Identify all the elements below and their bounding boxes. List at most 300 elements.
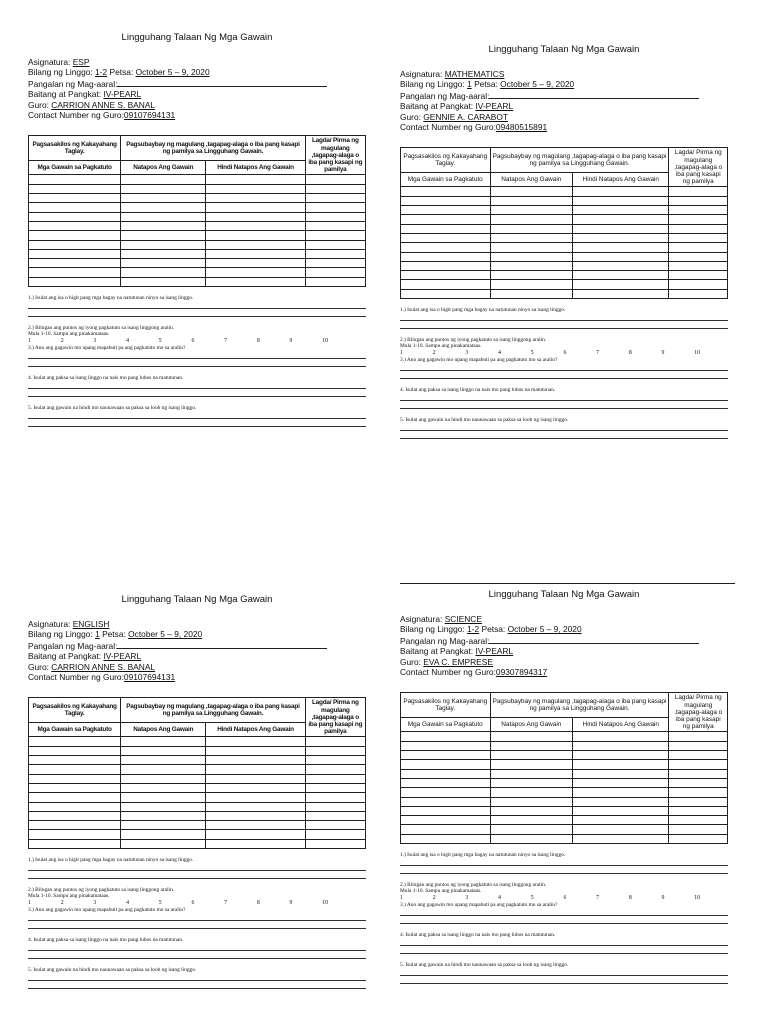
- table-cell[interactable]: [206, 793, 305, 802]
- table-cell[interactable]: [305, 830, 365, 839]
- table-cell[interactable]: [29, 821, 121, 830]
- section-value[interactable]: IV-PEARL: [103, 89, 142, 100]
- rating-option[interactable]: 10: [322, 900, 328, 907]
- subject-value[interactable]: MATHEMATICS: [444, 69, 505, 79]
- section-value[interactable]: IV-PEARL: [103, 651, 142, 662]
- table-cell[interactable]: [669, 215, 728, 224]
- rating-option[interactable]: 7: [224, 900, 228, 907]
- table-cell[interactable]: [490, 280, 573, 289]
- table-cell[interactable]: [29, 240, 121, 249]
- answer-line[interactable]: [28, 412, 366, 419]
- table-cell[interactable]: [573, 261, 669, 270]
- answer-line[interactable]: [28, 360, 366, 367]
- table-cell[interactable]: [573, 806, 669, 815]
- table-cell[interactable]: [29, 212, 121, 221]
- answer-line[interactable]: [400, 402, 728, 409]
- table-cell[interactable]: [305, 774, 365, 783]
- week-value[interactable]: 1: [467, 79, 472, 90]
- table-cell[interactable]: [29, 746, 121, 755]
- rating-option[interactable]: 6: [563, 895, 567, 902]
- answer-line[interactable]: [400, 372, 728, 379]
- table-cell[interactable]: [490, 233, 573, 242]
- answer-line[interactable]: [400, 867, 728, 874]
- rating-option[interactable]: 9: [289, 338, 293, 345]
- table-cell[interactable]: [573, 206, 669, 215]
- table-cell[interactable]: [401, 224, 491, 233]
- week-value[interactable]: 1-2: [95, 67, 108, 78]
- answer-line[interactable]: [400, 364, 728, 371]
- answer-line[interactable]: [28, 982, 366, 989]
- table-cell[interactable]: [121, 277, 206, 286]
- rating-option[interactable]: 5: [158, 900, 162, 907]
- teacher-value[interactable]: EVA C. EMPRESE: [423, 656, 493, 667]
- table-cell[interactable]: [29, 765, 121, 774]
- table-cell[interactable]: [206, 175, 305, 184]
- rating-option[interactable]: 10: [694, 350, 700, 357]
- table-cell[interactable]: [206, 240, 305, 249]
- table-cell[interactable]: [490, 271, 573, 280]
- answer-line[interactable]: [28, 944, 366, 951]
- table-cell[interactable]: [29, 277, 121, 286]
- table-cell[interactable]: [490, 289, 573, 298]
- table-cell[interactable]: [401, 788, 491, 797]
- answer-line[interactable]: [28, 302, 366, 309]
- table-cell[interactable]: [401, 741, 491, 750]
- answer-line[interactable]: [400, 859, 728, 866]
- rating-option[interactable]: 1: [28, 338, 31, 345]
- table-cell[interactable]: [573, 233, 669, 242]
- table-cell[interactable]: [490, 751, 573, 760]
- table-cell[interactable]: [669, 806, 728, 815]
- table-cell[interactable]: [573, 271, 669, 280]
- table-cell[interactable]: [669, 741, 728, 750]
- table-cell[interactable]: [490, 224, 573, 233]
- table-cell[interactable]: [669, 760, 728, 769]
- table-cell[interactable]: [669, 834, 728, 843]
- table-cell[interactable]: [305, 249, 365, 258]
- table-cell[interactable]: [490, 816, 573, 825]
- table-cell[interactable]: [401, 825, 491, 834]
- table-cell[interactable]: [206, 212, 305, 221]
- table-row: [29, 259, 366, 268]
- table-cell[interactable]: [29, 737, 121, 746]
- table-cell[interactable]: [490, 769, 573, 778]
- table-cell[interactable]: [490, 778, 573, 787]
- table-cell[interactable]: [490, 825, 573, 834]
- table-cell[interactable]: [669, 224, 728, 233]
- table-cell[interactable]: [29, 231, 121, 240]
- student-name-field[interactable]: [489, 90, 699, 99]
- rating-option[interactable]: 3: [93, 338, 97, 345]
- date-value[interactable]: October 5 – 9, 2020: [135, 67, 210, 78]
- table-cell[interactable]: [669, 797, 728, 806]
- table-cell[interactable]: [121, 212, 206, 221]
- table-row: [401, 206, 728, 215]
- rating-option[interactable]: 4: [498, 350, 501, 357]
- rating-option[interactable]: 9: [661, 895, 665, 902]
- table-cell[interactable]: [206, 746, 305, 755]
- table-row: [401, 816, 728, 825]
- table-cell[interactable]: [305, 240, 365, 249]
- table-cell[interactable]: [121, 249, 206, 258]
- rating-option[interactable]: 1: [400, 895, 403, 902]
- answer-line[interactable]: [28, 872, 366, 879]
- section-value[interactable]: IV-PEARL: [475, 646, 514, 657]
- table-cell[interactable]: [669, 788, 728, 797]
- answer-line[interactable]: [400, 909, 728, 916]
- table-cell[interactable]: [490, 760, 573, 769]
- table-cell[interactable]: [401, 797, 491, 806]
- table-cell[interactable]: [490, 196, 573, 205]
- rating-option[interactable]: 8: [628, 350, 632, 357]
- table-cell[interactable]: [206, 231, 305, 240]
- date-value[interactable]: October 5 – 9, 2020: [507, 624, 582, 635]
- table-cell[interactable]: [206, 737, 305, 746]
- table-cell[interactable]: [573, 732, 669, 741]
- week-value[interactable]: 1: [95, 629, 100, 640]
- table-cell[interactable]: [573, 187, 669, 196]
- rating-option[interactable]: 1: [400, 350, 403, 357]
- table-cell[interactable]: [669, 751, 728, 760]
- rating-option[interactable]: 8: [628, 895, 632, 902]
- rating-option[interactable]: 10: [694, 895, 700, 902]
- table-cell[interactable]: [669, 196, 728, 205]
- rating-option[interactable]: 3: [93, 900, 97, 907]
- table-cell[interactable]: [206, 184, 305, 193]
- table-cell[interactable]: [401, 816, 491, 825]
- table-cell[interactable]: [490, 243, 573, 252]
- table-cell[interactable]: [573, 816, 669, 825]
- table-cell[interactable]: [121, 259, 206, 268]
- answer-line[interactable]: [28, 390, 366, 397]
- rating-option[interactable]: 3: [465, 895, 469, 902]
- table-cell[interactable]: [121, 746, 206, 755]
- subject-value[interactable]: ENGLISH: [72, 619, 110, 629]
- table-cell[interactable]: [121, 830, 206, 839]
- table-cell[interactable]: [401, 769, 491, 778]
- table-cell[interactable]: [573, 196, 669, 205]
- table-cell[interactable]: [573, 252, 669, 261]
- rating-option[interactable]: 9: [289, 900, 293, 907]
- table-cell[interactable]: [669, 280, 728, 289]
- table-cell[interactable]: [29, 756, 121, 765]
- rating-option[interactable]: 7: [596, 350, 600, 357]
- student-name-field[interactable]: [489, 635, 699, 644]
- table-cell[interactable]: [669, 271, 728, 280]
- table-cell[interactable]: [29, 802, 121, 811]
- rating-option[interactable]: 4: [126, 900, 129, 907]
- table-cell[interactable]: [305, 231, 365, 240]
- teacher-value[interactable]: CARRION ANNE S. BANAL: [51, 661, 156, 672]
- table-cell[interactable]: [490, 261, 573, 270]
- answer-line[interactable]: [28, 420, 366, 427]
- table-cell[interactable]: [29, 839, 121, 848]
- answer-line[interactable]: [400, 432, 728, 439]
- table-cell[interactable]: [401, 280, 491, 289]
- table-cell[interactable]: [121, 793, 206, 802]
- table-cell[interactable]: [121, 231, 206, 240]
- table-cell[interactable]: [401, 760, 491, 769]
- rating-option[interactable]: 2: [432, 895, 436, 902]
- rating-option[interactable]: 2: [432, 350, 436, 357]
- student-name-field[interactable]: [117, 640, 327, 649]
- answer-line[interactable]: [28, 352, 366, 359]
- table-cell[interactable]: [29, 783, 121, 792]
- table-cell[interactable]: [401, 215, 491, 224]
- table-cell[interactable]: [573, 778, 669, 787]
- subject-value[interactable]: ESP: [72, 57, 90, 67]
- rating-option[interactable]: 5: [530, 895, 534, 902]
- table-cell[interactable]: [121, 802, 206, 811]
- table-cell[interactable]: [305, 821, 365, 830]
- table-cell[interactable]: [121, 194, 206, 203]
- table-cell[interactable]: [401, 271, 491, 280]
- table-cell[interactable]: [29, 194, 121, 203]
- table-cell[interactable]: [206, 839, 305, 848]
- answer-line[interactable]: [28, 974, 366, 981]
- student-name-field[interactable]: [117, 78, 327, 87]
- table-cell[interactable]: [490, 741, 573, 750]
- table-cell[interactable]: [573, 280, 669, 289]
- table-cell[interactable]: [305, 746, 365, 755]
- table-cell[interactable]: [669, 243, 728, 252]
- table-cell[interactable]: [121, 184, 206, 193]
- table-cell[interactable]: [401, 261, 491, 270]
- table-cell[interactable]: [573, 834, 669, 843]
- table-cell[interactable]: [121, 774, 206, 783]
- date-value[interactable]: October 5 – 9, 2020: [128, 629, 203, 640]
- table-cell[interactable]: [305, 203, 365, 212]
- table-cell[interactable]: [206, 259, 305, 268]
- rating-option[interactable]: 5: [530, 350, 534, 357]
- table-cell[interactable]: [305, 783, 365, 792]
- table-cell[interactable]: [573, 741, 669, 750]
- table-cell[interactable]: [490, 834, 573, 843]
- table-cell[interactable]: [490, 187, 573, 196]
- answer-line[interactable]: [28, 952, 366, 959]
- rating-option[interactable]: 6: [563, 350, 567, 357]
- answer-line[interactable]: [28, 310, 366, 317]
- table-cell[interactable]: [490, 215, 573, 224]
- table-cell[interactable]: [29, 249, 121, 258]
- table-cell[interactable]: [305, 839, 365, 848]
- table-cell[interactable]: [121, 203, 206, 212]
- table-cell[interactable]: [573, 797, 669, 806]
- table-cell[interactable]: [490, 732, 573, 741]
- table-cell[interactable]: [669, 816, 728, 825]
- table-cell[interactable]: [121, 765, 206, 774]
- answer-line[interactable]: [28, 864, 366, 871]
- table-cell[interactable]: [121, 756, 206, 765]
- table-cell[interactable]: [305, 268, 365, 277]
- header-skills: Pagsasakilos ng Kakayahang Taglay.: [29, 698, 121, 723]
- table-cell[interactable]: [573, 788, 669, 797]
- table-cell[interactable]: [490, 797, 573, 806]
- table-cell[interactable]: [206, 194, 305, 203]
- table-cell[interactable]: [206, 811, 305, 820]
- rating-option[interactable]: 10: [322, 338, 328, 345]
- table-cell[interactable]: [401, 196, 491, 205]
- table-cell[interactable]: [573, 289, 669, 298]
- answer-line[interactable]: [400, 947, 728, 954]
- answer-line[interactable]: [28, 382, 366, 389]
- table-cell[interactable]: [669, 187, 728, 196]
- rating-option[interactable]: 6: [191, 338, 195, 345]
- table-cell[interactable]: [305, 194, 365, 203]
- table-cell[interactable]: [401, 187, 491, 196]
- table-cell[interactable]: [206, 783, 305, 792]
- table-cell[interactable]: [206, 774, 305, 783]
- contact-value[interactable]: 09480515891: [495, 122, 548, 133]
- table-cell[interactable]: [29, 793, 121, 802]
- table-cell[interactable]: [573, 825, 669, 834]
- answer-line[interactable]: [400, 424, 728, 431]
- table-cell[interactable]: [490, 806, 573, 815]
- table-cell[interactable]: [29, 184, 121, 193]
- table-row: [29, 774, 366, 783]
- table-cell[interactable]: [401, 233, 491, 242]
- rating-option[interactable]: 7: [224, 338, 228, 345]
- table-cell[interactable]: [206, 221, 305, 230]
- answer-line[interactable]: [400, 917, 728, 924]
- table-cell[interactable]: [669, 289, 728, 298]
- table-cell[interactable]: [121, 240, 206, 249]
- table-cell[interactable]: [29, 811, 121, 820]
- table-cell[interactable]: [305, 277, 365, 286]
- contact-value[interactable]: 09107694131: [123, 110, 176, 121]
- table-cell[interactable]: [490, 252, 573, 261]
- table-cell[interactable]: [29, 175, 121, 184]
- table-cell[interactable]: [305, 811, 365, 820]
- table-cell[interactable]: [29, 259, 121, 268]
- rating-option[interactable]: 4: [126, 338, 129, 345]
- rating-option[interactable]: 2: [60, 900, 64, 907]
- table-cell[interactable]: [305, 793, 365, 802]
- table-cell[interactable]: [401, 252, 491, 261]
- contact-value[interactable]: 09307894317: [495, 667, 548, 678]
- table-cell[interactable]: [121, 737, 206, 746]
- teacher-value[interactable]: CARRION ANNE S. BANAL: [51, 99, 156, 110]
- teacher-value[interactable]: GENNIE A. CARABOT: [423, 111, 508, 122]
- table-cell[interactable]: [206, 802, 305, 811]
- table-cell[interactable]: [121, 175, 206, 184]
- table-cell[interactable]: [305, 259, 365, 268]
- table-cell[interactable]: [206, 249, 305, 258]
- table-cell[interactable]: [305, 184, 365, 193]
- table-cell[interactable]: [490, 206, 573, 215]
- table-cell[interactable]: [121, 221, 206, 230]
- table-cell[interactable]: [669, 732, 728, 741]
- rating-option[interactable]: 4: [498, 895, 501, 902]
- contact-value[interactable]: 09107694131: [123, 672, 176, 683]
- table-cell[interactable]: [669, 778, 728, 787]
- table-cell[interactable]: [573, 751, 669, 760]
- rating-option[interactable]: 6: [191, 900, 195, 907]
- rating-option[interactable]: 2: [60, 338, 64, 345]
- date-value[interactable]: October 5 – 9, 2020: [500, 79, 575, 90]
- sheet-title: Lingguhang Talaan Ng Mga Gawain: [121, 594, 273, 605]
- table-cell[interactable]: [206, 203, 305, 212]
- table-cell[interactable]: [206, 756, 305, 765]
- answer-line[interactable]: [400, 969, 728, 976]
- rating-option[interactable]: 8: [256, 900, 260, 907]
- week-value[interactable]: 1-2: [467, 624, 480, 635]
- table-cell[interactable]: [669, 206, 728, 215]
- table-cell[interactable]: [206, 821, 305, 830]
- answer-line[interactable]: [400, 394, 728, 401]
- table-cell[interactable]: [121, 811, 206, 820]
- answer-line[interactable]: [400, 939, 728, 946]
- table-cell[interactable]: [401, 243, 491, 252]
- section-value[interactable]: IV-PEARL: [475, 101, 514, 112]
- subject-value[interactable]: SCIENCE: [444, 614, 482, 624]
- table-cell[interactable]: [121, 268, 206, 277]
- table-cell[interactable]: [401, 206, 491, 215]
- table-cell[interactable]: [206, 765, 305, 774]
- table-cell[interactable]: [573, 769, 669, 778]
- table-cell[interactable]: [121, 839, 206, 848]
- rating-option[interactable]: 3: [465, 350, 469, 357]
- table-cell[interactable]: [669, 261, 728, 270]
- table-cell[interactable]: [573, 215, 669, 224]
- table-cell[interactable]: [573, 224, 669, 233]
- rating-option[interactable]: 7: [596, 895, 600, 902]
- table-cell[interactable]: [305, 212, 365, 221]
- table-cell[interactable]: [669, 252, 728, 261]
- answer-line[interactable]: [400, 314, 728, 321]
- table-cell[interactable]: [401, 834, 491, 843]
- table-cell[interactable]: [305, 221, 365, 230]
- table-cell[interactable]: [29, 268, 121, 277]
- table-cell[interactable]: [401, 751, 491, 760]
- table-cell[interactable]: [305, 737, 365, 746]
- table-cell[interactable]: [669, 233, 728, 242]
- table-cell[interactable]: [121, 783, 206, 792]
- table-cell[interactable]: [121, 821, 206, 830]
- table-cell[interactable]: [206, 268, 305, 277]
- table-cell[interactable]: [206, 277, 305, 286]
- table-cell[interactable]: [305, 756, 365, 765]
- table-cell[interactable]: [490, 788, 573, 797]
- table-cell[interactable]: [573, 243, 669, 252]
- question-2-instruction: Mula 1-10. Sampu ang pinakamataas.: [28, 331, 110, 338]
- table-cell[interactable]: [305, 802, 365, 811]
- rating-option[interactable]: 8: [256, 338, 260, 345]
- table-cell[interactable]: [401, 806, 491, 815]
- table-cell[interactable]: [305, 175, 365, 184]
- table-cell[interactable]: [29, 774, 121, 783]
- table-cell[interactable]: [29, 203, 121, 212]
- table-cell[interactable]: [401, 732, 491, 741]
- answer-line[interactable]: [400, 977, 728, 984]
- table-cell[interactable]: [669, 825, 728, 834]
- rating-option[interactable]: 5: [158, 338, 162, 345]
- table-cell[interactable]: [401, 289, 491, 298]
- answer-line[interactable]: [28, 922, 366, 929]
- rating-option[interactable]: 1: [28, 900, 31, 907]
- header-monitoring: Pagsubaybay ng magulang ,tagapag-alaga o iba pang kasapi ng pamilya sa Lingguhang Gawain.: [121, 698, 305, 723]
- table-cell[interactable]: [401, 778, 491, 787]
- answer-line[interactable]: [28, 914, 366, 921]
- table-cell[interactable]: [206, 830, 305, 839]
- table-cell[interactable]: [305, 765, 365, 774]
- rating-option[interactable]: 9: [661, 350, 665, 357]
- table-cell[interactable]: [669, 769, 728, 778]
- table-cell[interactable]: [573, 760, 669, 769]
- table-cell[interactable]: [29, 221, 121, 230]
- answer-line[interactable]: [400, 322, 728, 329]
- table-cell[interactable]: [29, 830, 121, 839]
